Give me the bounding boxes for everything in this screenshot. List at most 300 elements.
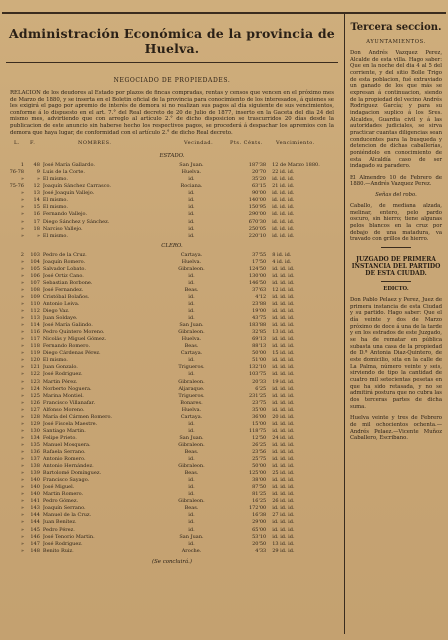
page-header: Administración Económica de la provincia de Huelva.: [9, 26, 335, 56]
row-pesetas: 69'13: [252, 336, 267, 343]
row-folio: 137: [30, 456, 40, 463]
row-vencimiento: id. id. id.: [272, 301, 295, 307]
row-folio: 105: [30, 265, 40, 272]
row-folio: 125: [30, 392, 40, 399]
row-pesetas: 35'20: [251, 176, 267, 183]
row-pesetas: 250'05: [248, 225, 267, 232]
table-row: [8, 343, 336, 350]
row-vencimiento: id. id. id.: [272, 336, 295, 343]
row-libro: »: [20, 232, 24, 239]
row-vecindad: Gibraleon.: [178, 265, 205, 272]
row-nombre: Manuel Mosquera.: [42, 441, 91, 448]
row-nombre: José María Gallardo.: [42, 162, 95, 169]
row-pesetas: 231'25: [248, 392, 267, 399]
row-vencimiento: id. id. id.: [272, 406, 295, 413]
row-vencimiento: 12 id. id.: [272, 286, 295, 293]
table-row: [8, 498, 336, 505]
section-estado: ESTADO.: [159, 153, 185, 160]
row-vecindad: Huelva.: [181, 406, 202, 413]
row-pesetas: 183'88: [248, 322, 267, 329]
row-pesetas: 81'25: [252, 491, 267, 498]
row-vecindad: Rociana.: [180, 183, 203, 190]
row-libro: »: [20, 477, 24, 484]
edicto-title: EDICTO.: [383, 286, 409, 293]
row-folio: »: [36, 232, 40, 239]
row-libro: »: [20, 190, 24, 197]
row-folio: 126: [30, 399, 40, 406]
row-folio: 18: [33, 225, 40, 232]
row-vecindad: Cartaya.: [180, 251, 203, 258]
row-libro: »: [20, 519, 24, 526]
row-libro: »: [20, 258, 24, 265]
row-libro: »: [20, 204, 24, 211]
continuation-note: (Se concluirá.): [152, 558, 192, 565]
row-vecindad: San Juan.: [179, 322, 204, 329]
row-libro: »: [20, 357, 24, 364]
row-folio: 113: [30, 315, 40, 322]
row-vencimiento: 19 id. id.: [272, 378, 295, 385]
row-folio: 109: [30, 293, 40, 300]
divider: [381, 281, 411, 282]
row-vecindad: id.: [188, 526, 195, 533]
row-vecindad: id.: [188, 484, 195, 491]
row-libro: »: [20, 434, 24, 441]
table-row: [8, 463, 336, 470]
row-libro: »: [20, 301, 24, 307]
row-pesetas: 88'13: [252, 343, 267, 350]
row-vecindad: id.: [188, 211, 195, 218]
row-vencimiento: id. id. id.: [272, 364, 295, 371]
row-folio: 140: [30, 477, 40, 484]
edicto-signature: Huelva veinte y tres de Febrero de mil ochocientos ochenta.—Andrés Pelaez.—Vicente Muñoz Caballero, Escribano.: [350, 415, 442, 442]
row-vecindad: id.: [188, 427, 195, 434]
row-vencimiento: id. id. id.: [272, 533, 295, 540]
row-libro: »: [20, 420, 24, 427]
row-vecindad: Aljaraque.: [178, 385, 205, 392]
row-libro: »: [20, 378, 24, 385]
col-vencimiento: Vencimiento.: [276, 140, 315, 147]
row-folio: 130: [30, 427, 40, 434]
row-vecindad: Huelva.: [181, 258, 202, 265]
row-libro: »: [20, 491, 24, 498]
row-vecindad: id.: [188, 308, 195, 315]
row-nombre: Santiago Martin.: [42, 427, 86, 434]
row-nombre: Francisco Villanafar.: [42, 399, 96, 406]
table-row: [8, 259, 336, 266]
row-libro: »: [20, 484, 24, 491]
row-nombre: Sebastian Borbone.: [42, 279, 93, 286]
row-vecindad: id.: [188, 491, 195, 498]
row-vencimiento: id. id. id.: [272, 315, 295, 322]
row-vecindad: id.: [188, 371, 195, 378]
row-folio: 124: [30, 385, 40, 392]
table-row: [8, 233, 336, 240]
row-nombre: Norberto Noguera.: [42, 385, 92, 392]
row-vencimiento: id. id. id.: [272, 385, 295, 392]
row-vencimiento: 12 de Marzo 1880.: [272, 162, 320, 169]
row-pesetas: 32'85: [252, 329, 267, 336]
row-pesetas: 63'15: [251, 183, 267, 190]
row-nombre: Narciso Vallejo.: [42, 225, 83, 232]
row-vecindad: id.: [188, 225, 195, 232]
row-vecindad: Cartaya.: [180, 413, 203, 420]
row-vencimiento: id. id. id.: [272, 343, 295, 350]
row-nombre: Antonio Romero.: [42, 456, 86, 463]
row-libro: »: [20, 540, 24, 547]
row-libro: »: [20, 225, 24, 232]
row-folio: 140: [30, 491, 40, 498]
row-vencimiento: id. id. id.: [272, 204, 295, 211]
row-vecindad: Gibraleon.: [178, 329, 205, 336]
right-column: [348, 18, 444, 632]
row-pesetas: 53'10: [252, 533, 267, 540]
row-vencimiento: id. id. id.: [272, 526, 295, 533]
table-row: [8, 477, 336, 484]
row-libro: »: [20, 533, 24, 540]
row-pesetas: 16'38: [252, 512, 267, 519]
row-vecindad: Huelva.: [181, 169, 202, 176]
row-pesetas: 6'25: [255, 385, 267, 392]
row-vencimiento: 15 id. id.: [272, 350, 295, 357]
table-row: [8, 421, 336, 428]
table-row: [8, 162, 336, 169]
row-nombre: José Miguel.: [42, 484, 75, 491]
row-vencimiento: 29 id. id.: [272, 547, 295, 554]
row-nombre: José Rodriguez.: [42, 371, 83, 378]
row-nombre: Benito Ruiz.: [42, 547, 74, 554]
table-row: [8, 407, 336, 414]
table-row: [8, 505, 336, 512]
row-libro: 75-76: [9, 183, 24, 190]
row-nombre: José Fernandez.: [42, 286, 84, 293]
column-divider: [344, 14, 345, 634]
table-row: [8, 449, 336, 456]
row-libro: »: [20, 176, 24, 183]
table-row: [8, 301, 336, 308]
row-pesetas: 118'75: [248, 427, 267, 434]
row-nombre: Luis de la Corte.: [42, 169, 85, 176]
divider: [381, 247, 411, 248]
table-row: [8, 315, 336, 322]
row-folio: 148: [30, 547, 40, 554]
row-folio: 140: [30, 484, 40, 491]
row-libro: »: [20, 413, 24, 420]
table-row: [8, 322, 336, 329]
row-nombre: Joaquín Romero.: [42, 258, 86, 265]
row-pesetas: 90'00: [251, 190, 267, 197]
row-folio: 15: [33, 204, 40, 211]
row-libro: 76-78: [9, 169, 24, 176]
row-vecindad: San Juan.: [179, 162, 204, 169]
row-vencimiento: 20 id. id.: [272, 413, 295, 420]
row-pesetas: 132'10: [248, 364, 267, 371]
row-vencimiento: id. id. id.: [272, 232, 295, 239]
row-vecindad: San Juan.: [179, 533, 204, 540]
row-libro: »: [20, 463, 24, 470]
row-pesetas: 290'00: [248, 211, 267, 218]
row-libro: »: [20, 322, 24, 329]
table-row: [8, 442, 336, 449]
row-vencimiento: 27 id. id.: [272, 512, 295, 519]
row-vencimiento: id. id. id.: [272, 484, 295, 491]
row-nombre: El mismo.: [42, 197, 68, 204]
row-pesetas: 38'00: [252, 477, 267, 484]
row-libro: »: [20, 211, 24, 218]
row-folio: 48: [33, 162, 40, 169]
row-vencimiento: id. id. id.: [272, 477, 295, 484]
row-vecindad: id.: [188, 218, 195, 225]
row-folio: 116: [30, 329, 40, 336]
section-clero: CLERO.: [161, 242, 183, 249]
table-row: [8, 294, 336, 301]
row-folio: 103: [30, 251, 40, 258]
row-pesetas: 37'63: [252, 286, 267, 293]
table-row: [8, 456, 336, 463]
row-folio: 143: [30, 505, 40, 512]
table-row: [8, 219, 336, 226]
row-pesetas: 43'75: [252, 315, 267, 322]
row-nombre: Diego Vaz.: [42, 308, 70, 315]
table-row: [8, 190, 336, 197]
row-folio: 122: [30, 371, 40, 378]
row-folio: 17: [33, 218, 40, 225]
row-pesetas: 23'56: [252, 448, 267, 455]
row-folio: 108: [30, 286, 40, 293]
row-vencimiento: id. id. id.: [272, 505, 295, 512]
row-nombre: Juan Gonzalo.: [42, 364, 78, 371]
table-row: [8, 273, 336, 280]
row-folio: 135: [30, 441, 40, 448]
row-vencimiento: 13 id. id.: [272, 540, 295, 547]
row-libro: »: [20, 470, 24, 477]
row-libro: »: [20, 526, 24, 533]
row-nombre: El mismo.: [42, 204, 68, 211]
row-vencimiento: id. id. id.: [272, 293, 295, 300]
row-pesetas: 19'00: [252, 308, 267, 315]
col-nombres: NOMBRES.: [78, 140, 112, 147]
row-vecindad: Gibraleon.: [178, 498, 205, 505]
row-vecindad: Aroche.: [181, 547, 202, 554]
row-vecindad: id.: [188, 176, 195, 183]
juzgado-heading: JUZGADO DE PRIMERA INSTANCIA DEL PARTIDO DE ESTA CIUDAD.: [351, 256, 441, 278]
table-row: [8, 414, 336, 421]
row-vecindad: Beas.: [184, 448, 199, 455]
row-pesetas: 37'55: [252, 251, 267, 258]
row-libro: »: [20, 498, 24, 505]
row-libro: »: [20, 512, 24, 519]
table-row: [8, 491, 336, 498]
table-row: [8, 350, 336, 357]
row-vencimiento: id. id. id.: [272, 176, 295, 183]
table-row: [8, 519, 336, 526]
row-nombre: Salvador Lobato.: [42, 265, 86, 272]
row-libro: »: [20, 505, 24, 512]
row-vecindad: Huelva.: [181, 336, 202, 343]
row-nombre: Fernando Vallejo.: [42, 211, 88, 218]
row-vencimiento: id. id. id.: [272, 399, 295, 406]
table-row: [8, 280, 336, 287]
row-folio: 13: [33, 190, 40, 197]
row-folio: 146: [30, 533, 40, 540]
table-row: [8, 548, 336, 555]
row-libro: »: [20, 385, 24, 392]
row-folio: 127: [30, 406, 40, 413]
row-nombre: El mismo.: [42, 176, 68, 183]
row-nombre: José Ortiz Cano.: [42, 272, 84, 279]
table-row: [8, 176, 336, 183]
row-folio: 110: [30, 301, 40, 307]
table-row: [8, 211, 336, 218]
row-vecindad: Cartaya.: [180, 350, 203, 357]
row-nombre: Pedro Pérez.: [42, 526, 75, 533]
row-vecindad: San Juan.: [179, 434, 204, 441]
row-vecindad: Beas.: [184, 470, 199, 477]
row-vencimiento: 21 id. id.: [272, 183, 295, 190]
row-pesetas: 26'25: [252, 441, 267, 448]
row-vecindad: id.: [188, 420, 195, 427]
row-libro: »: [20, 286, 24, 293]
edicto-text: Don Pablo Pelaez y Perez, Juez de primera instancia de esta Ciudad y su partido. Hago saber: Que el día veinte y dos de Marzo próximo de doce á una de la tarde y en los estrados de este Juzgado, se ha de rematar en pública subasta una casa de la propiedad de D.ª Antonia Diaz-Quintero, de este domicilio, sita en la calle de La Palma, número veinte y seis, sirviendo de tipo la cantidad de cuatro mil setecientas pesetas en que ha sido retasada, y no se admitirá postura que no cubra las dos terceras partes de dicha suma.: [350, 297, 442, 410]
row-libro: »: [20, 427, 24, 434]
row-folio: 147: [30, 540, 40, 547]
row-libro: »: [20, 406, 24, 413]
row-vencimiento: id. id. id.: [272, 322, 295, 329]
row-vecindad: Bonares.: [180, 399, 203, 406]
row-nombre: El mismo.: [42, 357, 68, 364]
row-libro: »: [20, 315, 24, 322]
ayuntamientos-title: AYUNTAMIENTOS.: [366, 39, 426, 45]
row-nombre: Antonio Hernández.: [42, 463, 94, 470]
top-rule: [2, 12, 446, 14]
row-pesetas: 103'75: [248, 371, 267, 378]
col-libro: L.: [14, 140, 20, 147]
row-vencimiento: id. id. id.: [272, 197, 295, 204]
left-column: [4, 18, 340, 632]
table-row: [8, 541, 336, 548]
row-vecindad: id.: [188, 357, 195, 364]
senas-text: Caballo, de mediana alzada, melinar, entero, pelo pardo oscuro, sin hierro; tiene algunas pelos blancos en la cruz por debajo de una matadura, va travado con grillos de hierro.: [350, 203, 442, 243]
row-nombre: Diego Sánchez y Sánchez.: [42, 218, 110, 225]
row-nombre: Francisco Sayago.: [42, 477, 90, 484]
row-pesetas: 140'00: [248, 197, 267, 204]
clero-table: [8, 252, 336, 555]
row-libro: »: [20, 350, 24, 357]
row-vencimiento: id. id. id.: [272, 218, 295, 225]
row-folio: 114: [30, 322, 40, 329]
row-pesetas: 23'88: [252, 301, 267, 307]
senas-title: Señas del robo.: [375, 192, 417, 199]
row-libro: »: [20, 329, 24, 336]
row-pesetas: 20'50: [252, 540, 267, 547]
row-vecindad: id.: [188, 279, 195, 286]
row-pesetas: 4'33: [255, 547, 267, 554]
row-vencimiento: 8 id. id.: [272, 251, 292, 258]
col-pesetas: Pts. Cénts.: [230, 140, 263, 147]
row-nombre: El mismo.: [42, 232, 68, 239]
row-vecindad: Beas.: [184, 505, 199, 512]
row-vecindad: Beas.: [184, 343, 199, 350]
table-row: [8, 386, 336, 393]
row-vecindad: id.: [188, 512, 195, 519]
table-row: [8, 484, 336, 491]
negociado-title: NEGOCIADO DE PROPIEDADES.: [113, 77, 231, 84]
row-vecindad: id.: [188, 456, 195, 463]
row-folio: 144: [30, 519, 40, 526]
row-folio: 106: [30, 272, 40, 279]
table-row: [8, 364, 336, 371]
row-folio: 128: [30, 413, 40, 420]
table-row: [8, 527, 336, 534]
row-folio: 136: [30, 448, 40, 455]
table-row: [8, 512, 336, 519]
table-row: [8, 470, 336, 477]
row-nombre: Antonio Leiva.: [42, 301, 80, 307]
row-folio: 121: [30, 364, 40, 371]
row-folio: 119: [30, 350, 40, 357]
row-folio: 104: [30, 258, 40, 265]
table-row: [8, 428, 336, 435]
row-libro: »: [20, 448, 24, 455]
row-libro: »: [20, 293, 24, 300]
table-row: [8, 329, 336, 336]
row-nombre: Alfonso Moreno.: [42, 406, 85, 413]
row-nombre: José Rodriguez.: [42, 540, 83, 547]
row-vecindad: id.: [188, 301, 195, 307]
row-nombre: Martin Pérez.: [42, 378, 78, 385]
row-nombre: Bartolomé Domínguez.: [42, 470, 102, 477]
row-pesetas: 50'00: [252, 463, 267, 470]
row-nombre: Joaquín Sánchez Carrasco.: [42, 183, 112, 190]
row-vecindad: id.: [188, 204, 195, 211]
row-vencimiento: id. id. id.: [272, 265, 295, 272]
row-nombre: Joaquín Serrano.: [42, 505, 86, 512]
row-pesetas: 125'00: [248, 470, 267, 477]
row-pesetas: 187'38: [248, 162, 267, 169]
row-vecindad: Gibraleon.: [178, 441, 205, 448]
table-row: [8, 371, 336, 378]
row-pesetas: 36'00: [252, 413, 267, 420]
row-vecindad: id.: [188, 190, 195, 197]
row-vencimiento: id. id. id.: [272, 456, 295, 463]
row-nombre: José María Galindo.: [42, 322, 93, 329]
table-row: [8, 197, 336, 204]
row-nombre: Manuel de la Cruz.: [42, 512, 92, 519]
row-folio: »: [36, 176, 40, 183]
column-headers: [4, 136, 340, 150]
row-folio: 139: [30, 470, 40, 477]
row-pesetas: 87'50: [252, 484, 267, 491]
table-row: [8, 336, 336, 343]
row-vecindad: Trigueros.: [178, 364, 205, 371]
row-libro: »: [20, 392, 24, 399]
row-vecindad: Gibraleon.: [178, 378, 205, 385]
row-vencimiento: id. id. id.: [272, 272, 295, 279]
col-folio: F.: [30, 140, 36, 147]
table-row: [8, 287, 336, 294]
row-vencimiento: id. id. id.: [272, 371, 295, 378]
row-libro: »: [20, 336, 24, 343]
table-row: [8, 266, 336, 273]
estado-table: [8, 162, 336, 240]
row-libro: »: [20, 364, 24, 371]
row-folio: 16: [33, 211, 40, 218]
row-vencimiento: 22 id. id.: [272, 169, 295, 176]
row-vencimiento: id. id. id.: [272, 190, 295, 197]
row-pesetas: 25'75: [252, 456, 267, 463]
table-row: [8, 393, 336, 400]
table-row: [8, 169, 336, 176]
relacion-paragraph: RELACION de los deudores al Estado por plazos de fincas compradas, rentas y censos que vencen en el próximo mes de Marzo de 1880, y se inserta en el Boletin oficial de la provincia para conocimiento de los interesados, á quienes se les exigirá el pago por apremio de interés de demora si no realizan sus pagos al día siguiente de sus vencimientos, conforme á lo dispuesto en el art. 7.° del Real decreto de 20 de Julio de 1877, inserto en la Gaceta del dia 24 del mismo mes, advirtiendo que con arreglo al artículo 2.° de dicho disposicion se trascurridos 20 días desde la publicacion de este anuncio sin haberse hecho los respectivos pagos, se procederá á despachar los apremios con la demora que haya lugar, de conformidad con el artículo 2.° de dicho Real decreto.: [10, 90, 334, 136]
